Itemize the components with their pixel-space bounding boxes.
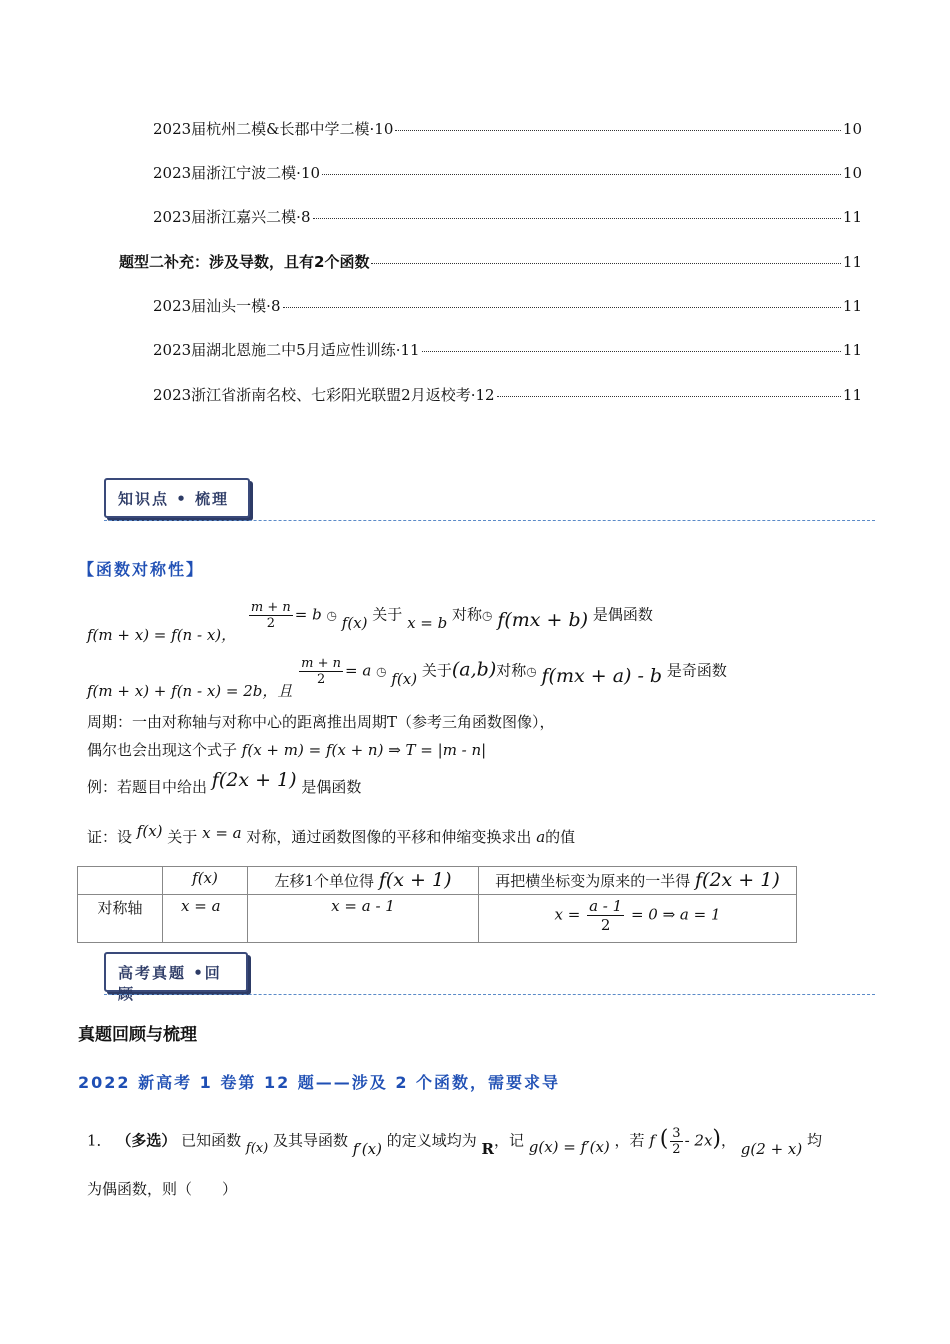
toc-page-number: 10 [842, 120, 862, 138]
divider [104, 994, 875, 995]
period-formula: f(x + m) = f(x + n) ⇒ T = |m - n| [241, 741, 487, 759]
question-1: 1． （多选） 已知函数 f(x) 及其导函数 f′(x) 的定义域均为 R，记 g(x) = f′(x) ，若 f ( $\frac{3}{2}$ - 2x)， g(2 + x) 均 [87, 1126, 823, 1158]
clock-icon: ◷ [526, 664, 537, 679]
fraction: $\frac{m + n}{2}$ [250, 600, 291, 631]
question-1-line2: 为偶函数，则（ ） [87, 1180, 238, 1198]
table-cell: x = a - 1 [248, 895, 479, 943]
toc-leader [313, 218, 841, 219]
knowledge-banner [104, 478, 250, 518]
rule-even: f(m + x) = f(n - x)， $\frac{m + n}{2}$ = b ◷ f(x) 关于 x = b 对称◷ f(mx + b) 是偶函数 [87, 600, 653, 644]
fraction: $\frac{m + n}{2}$ [301, 656, 342, 687]
question-tag: （多选） [116, 1131, 177, 1150]
rule-odd-eq: f(m + x) + f(n - x) = 2b，且 [87, 681, 293, 700]
example-formula: f(2x + 1) [211, 769, 297, 791]
banner-label: 知识点 • 梳理 [118, 490, 230, 508]
toc-entry[interactable] [153, 162, 862, 184]
toc-page-number: 10 [842, 164, 862, 182]
toc-leader [322, 174, 841, 175]
toc-page-number: 11 [842, 208, 862, 226]
toc-leader [497, 396, 841, 397]
fraction: $\frac{a - 1}{2}$ [589, 897, 623, 934]
toc-entry[interactable] [119, 251, 862, 273]
toc-entry-label: 2023届浙江嘉兴二模·8 [153, 208, 311, 226]
symmetry-table [77, 866, 797, 943]
proof-line: 证：设 f(x) 关于 x = a 对称，通过函数图像的平移和伸缩变换求出 a的值 [87, 822, 576, 846]
occasional-line: 偶尔也会出现这个式子 f(x + m) = f(x + n) ⇒ T = |m - n| [87, 741, 487, 759]
toc-page-number: 11 [842, 341, 862, 359]
table-header-cell: 再把横坐标变为原来的一半得 f(2x + 1) [479, 867, 797, 895]
toc-page-number: 11 [842, 253, 862, 271]
clock-icon: ◷ [376, 664, 387, 679]
exam-title: 2022 新高考 1 卷第 12 题——涉及 2 个函数，需要求导 [78, 1073, 561, 1092]
table-header-cell [78, 867, 163, 895]
table-cell: x = a [163, 895, 248, 943]
rule-odd: f(m + x) + f(n - x) = 2b，且 $\frac{m + n}{2}$ = a ◷ f(x) 关于(a,b)对称◷ f(mx + a) - b 是奇函数 [87, 656, 727, 700]
clock-icon: ◷ [482, 608, 493, 623]
fraction: $\frac{3}{2}$ [672, 1126, 681, 1157]
period-line: 周期：一由对称轴与对称中心的距离推出周期T（参考三角函数图像）， [87, 713, 555, 731]
review-title: 真题回顾与梳理 [78, 1025, 197, 1045]
divider [104, 520, 875, 521]
clock-icon: ◷ [326, 608, 337, 623]
table-row-label: 对称轴 [78, 895, 163, 943]
toc-leader [371, 263, 840, 264]
rule-even-eq: f(m + x) = f(n - x)， [87, 625, 237, 644]
banner-label: 高考真题 •回顾 [118, 964, 222, 1003]
table-cell: x = $\frac{a - 1}{2}$ = 0 ⇒ a = 1 [479, 895, 797, 943]
toc-entry-label: 题型二补充：涉及导数，且有2个函数 [119, 253, 370, 271]
toc-page-number: 11 [842, 386, 862, 404]
toc-page-number: 11 [842, 297, 862, 315]
section-title: 【函数对称性】 [78, 560, 205, 579]
toc-leader [422, 351, 841, 352]
toc-entry-label: 2023届浙江宁波二模·10 [153, 164, 321, 182]
toc-entry[interactable] [153, 295, 862, 317]
example-line: 例：若题目中给出 f(2x + 1) 是偶函数 [87, 769, 362, 796]
toc-entry-label: 2023届汕头一模·8 [153, 297, 281, 315]
toc-leader [395, 130, 841, 131]
toc-entry-label: 2023届湖北恩施二中5月适应性训练·11 [153, 341, 420, 359]
exam-review-banner [104, 952, 248, 1003]
toc-entry[interactable] [153, 384, 862, 406]
toc-entry-label: 2023浙江省浙南名校、七彩阳光联盟2月返校考·12 [153, 386, 495, 404]
toc-entry[interactable] [153, 118, 862, 140]
toc-entry-label: 2023届杭州二模&长郡中学二模·10 [153, 120, 394, 138]
toc-leader [283, 307, 841, 308]
table-header-cell: 左移1个单位得 f(x + 1) [248, 867, 479, 895]
toc-entry[interactable] [153, 339, 862, 361]
toc-entry[interactable] [153, 206, 862, 228]
table-header-cell: f(x) [163, 867, 248, 895]
